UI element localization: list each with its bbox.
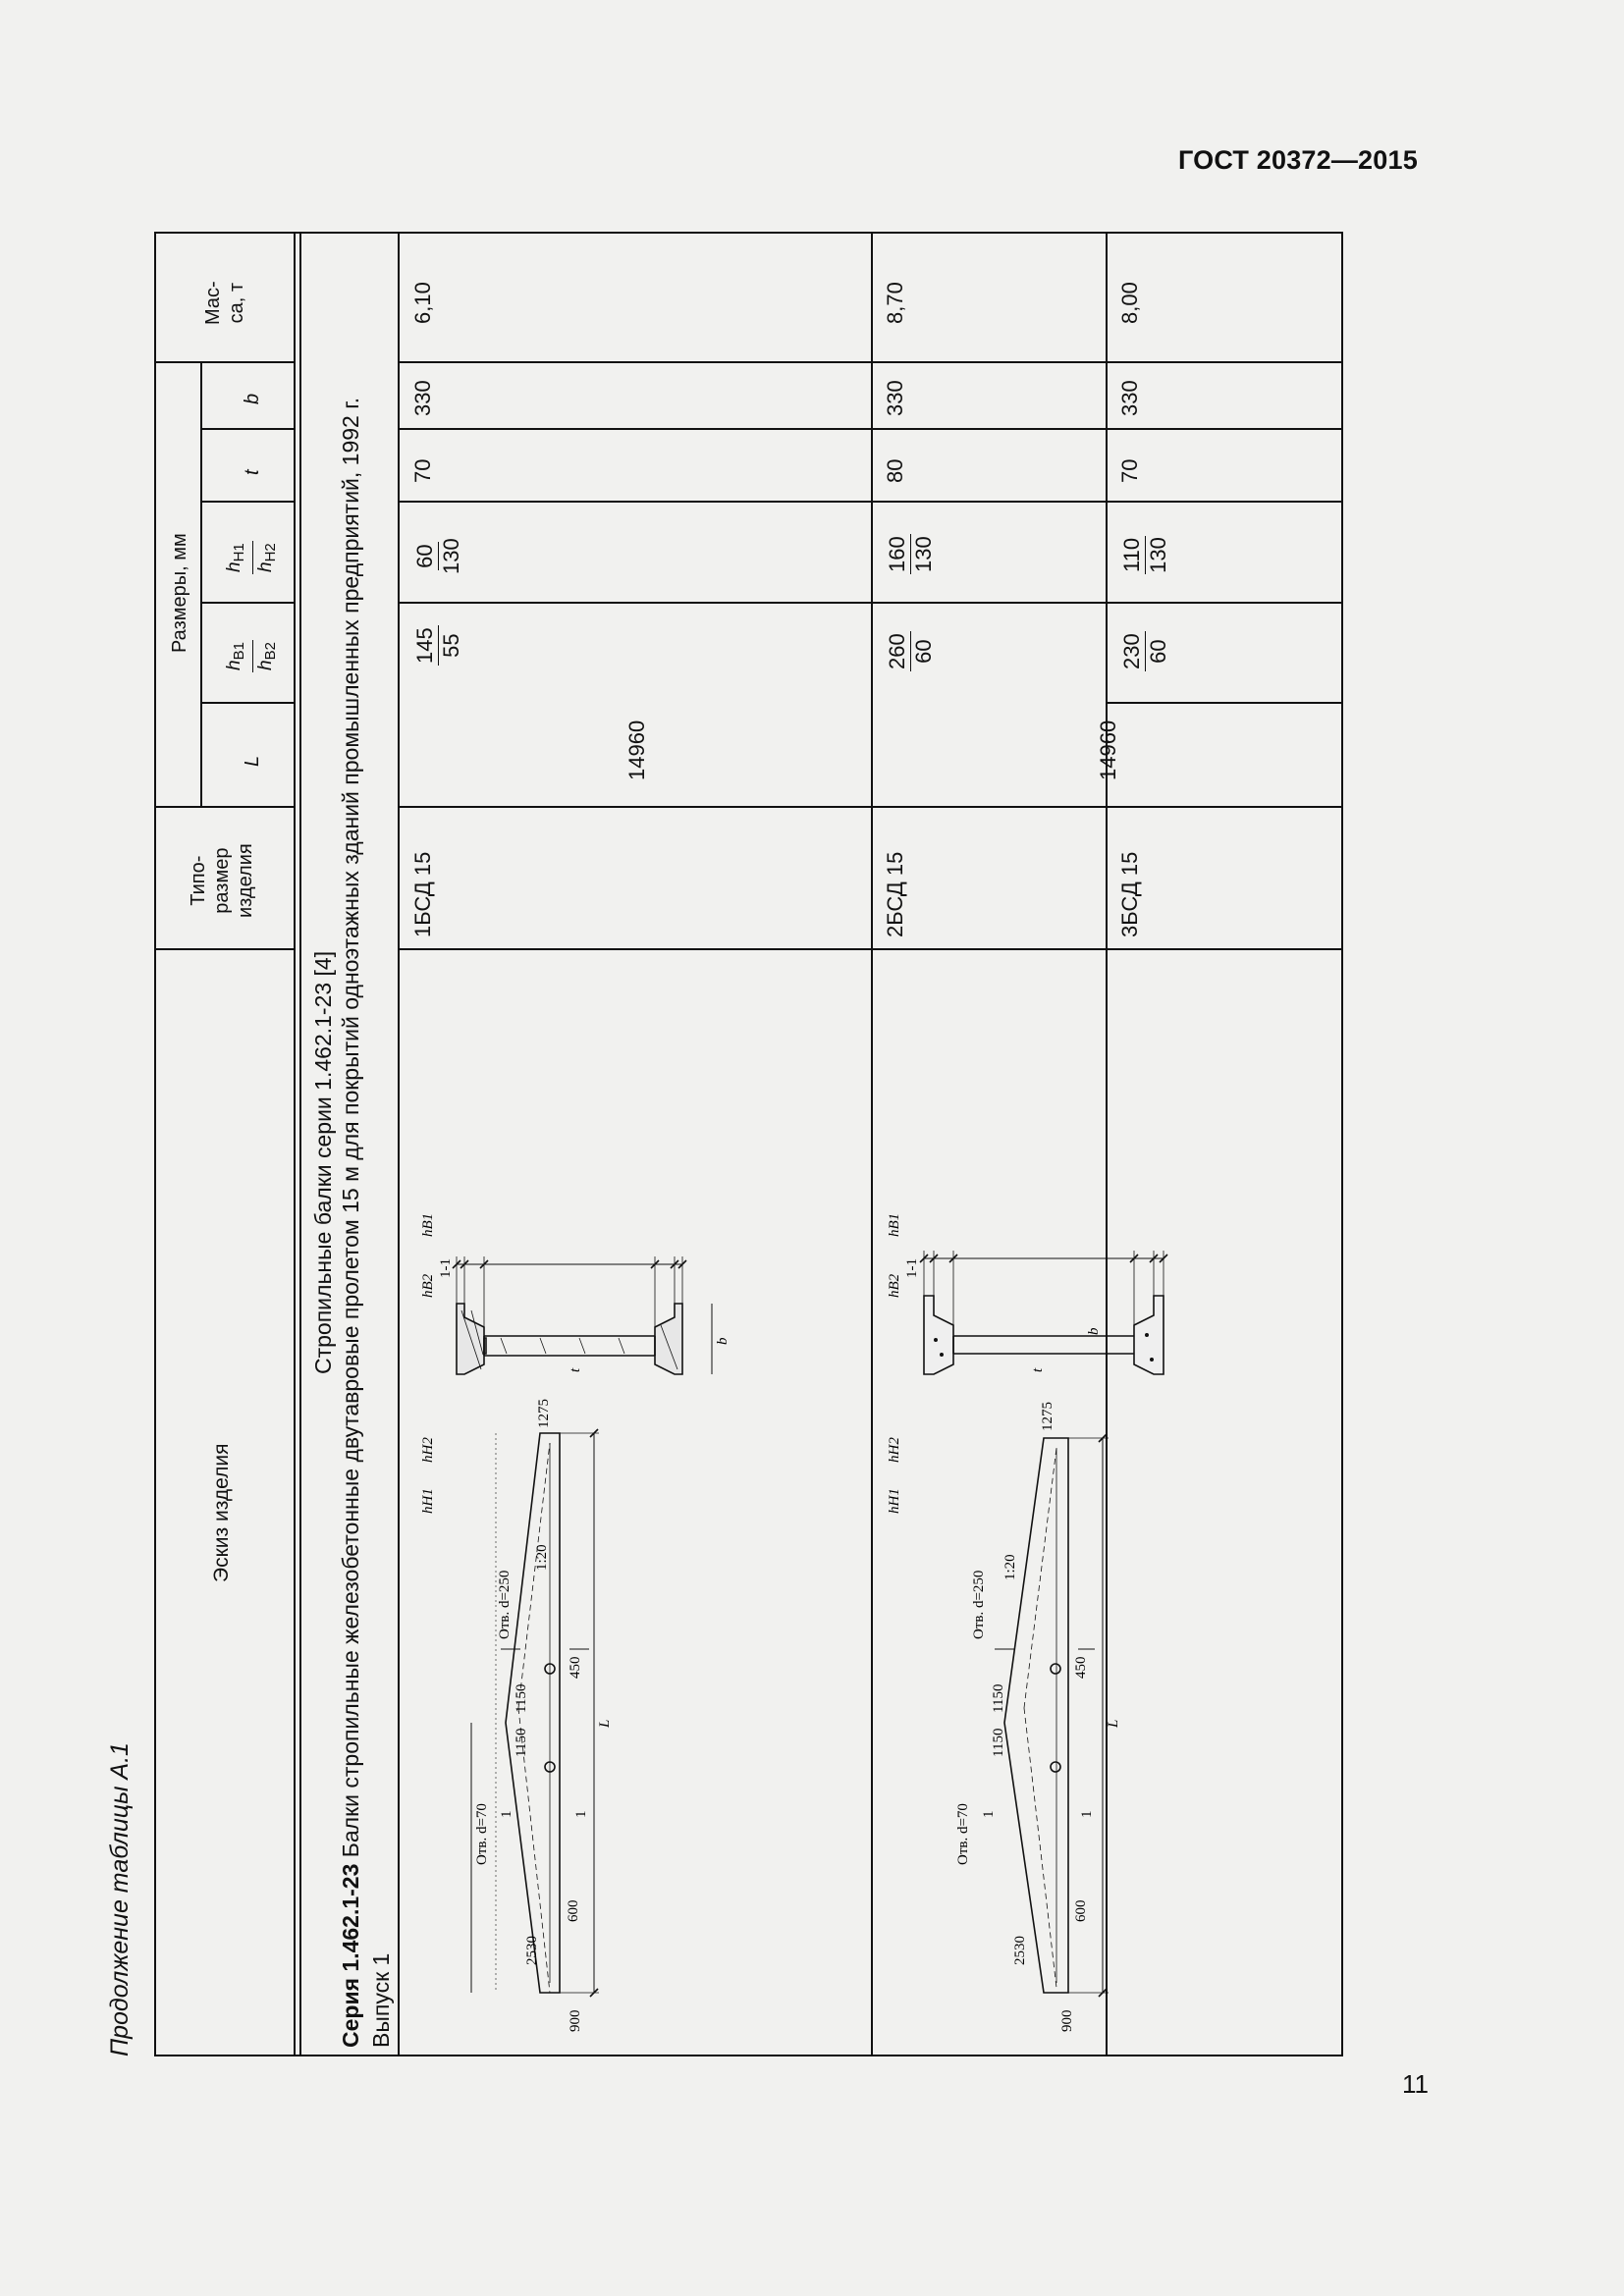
length-rows-1-2: 14960 [624, 720, 649, 780]
sketch1-dim-1275: 1275 [536, 1399, 552, 1428]
row1-hH1: 60 [412, 544, 437, 568]
sketch1-dim-450: 450 [568, 1656, 583, 1679]
sketch2-label-b: b [1086, 1327, 1102, 1335]
header-b: b [242, 393, 263, 404]
sketch2-dim-L: L [1106, 1719, 1121, 1728]
row3-hB1: 230 [1119, 633, 1144, 669]
series-text: Балки стропильные железобетонные двутавровые пролетом 15 м для покрытий одноэтажных зданий промышленных предприятий, 1992 г. [338, 397, 363, 1864]
header-L: L [242, 755, 263, 767]
header-mass-line1: Мас- [202, 281, 224, 325]
header-type-line2: размер [211, 847, 233, 914]
beam-sketch-2 [877, 1212, 1121, 2042]
header-type [187, 843, 257, 918]
sketch1-label-b: b [715, 1337, 731, 1345]
row3-hB2: 60 [1146, 639, 1170, 664]
page-number: 11 [1402, 2069, 1429, 2099]
row2-b: 330 [883, 380, 907, 416]
sketch2-hole-large: Отв. d=250 [971, 1570, 987, 1639]
sketch2-dim-1150a: 1150 [991, 1683, 1006, 1713]
series-number: Серия 1.462.1-23 [338, 1863, 363, 2048]
series-description [337, 398, 364, 2048]
sketch1-dim-L: L [597, 1719, 613, 1728]
header-hH-num: h [224, 561, 244, 572]
header-hB-den-sub: B2 [262, 642, 279, 661]
row3-hB [1119, 631, 1171, 671]
beam-sketch-1 [403, 1212, 731, 2042]
section-title: Стропильные балки серии 1.462.1-23 [4] [310, 950, 336, 1374]
row1-mass: 6,10 [410, 282, 435, 324]
sketch2-dim-1150b: 1150 [991, 1728, 1006, 1757]
row1-type: 1БСД 15 [410, 851, 435, 937]
series-issue: Выпуск 1 [368, 1952, 394, 2048]
sketch2-cut-mark-bottom: 1 [1079, 1810, 1095, 1818]
row3-hH2: 130 [1146, 537, 1170, 573]
sketch1-dim-1150a: 1150 [514, 1683, 529, 1713]
row1-hH2: 130 [439, 538, 463, 574]
sketch1-slope: 1:20 [534, 1544, 550, 1571]
sketch2-label-hB2: hB2 [887, 1273, 902, 1298]
length-row-3: 14960 [1096, 720, 1120, 780]
row1-hB2: 55 [439, 633, 463, 658]
row1-hB [412, 625, 464, 666]
document-standard-header: ГОСТ 20372—2015 [1178, 145, 1418, 175]
row2-mass: 8,70 [883, 282, 907, 324]
header-hB-num-sub: B1 [231, 642, 247, 661]
sketch1-section-label: 1-1 [438, 1258, 454, 1278]
header-hB-num: h [224, 660, 244, 670]
row2-hB2: 60 [911, 639, 936, 664]
sketch2-label-t: t [1030, 1367, 1046, 1372]
row2-hH [885, 534, 937, 574]
sketch2-section-label: 1-1 [904, 1258, 920, 1278]
header-hH-den: h [255, 561, 276, 572]
sketch1-hole-large: Отв. d=250 [497, 1570, 513, 1639]
sketch2-label-hH2: hH2 [887, 1437, 902, 1463]
sketch1-dim-1150b: 1150 [514, 1728, 529, 1757]
row2-hB1: 260 [885, 633, 909, 669]
sketch1-label-t: t [568, 1367, 583, 1372]
sketch1-label-hB1: hB1 [420, 1212, 436, 1237]
sketch1-label-hB2: hB2 [420, 1273, 436, 1298]
row3-hH [1119, 536, 1171, 574]
row2-type: 2БСД 15 [883, 851, 907, 937]
sketch2-dim-450: 450 [1073, 1656, 1089, 1679]
row3-b: 330 [1117, 380, 1142, 416]
sketch1-hole-small: Отв. d=70 [474, 1803, 490, 1865]
header-mass [201, 281, 248, 325]
sketch1-cut-mark-bottom: 1 [573, 1810, 589, 1818]
sketch2-dim-900: 900 [1059, 2009, 1075, 2032]
header-hB [222, 640, 284, 672]
header-sizes: Размеры, мм [169, 533, 190, 653]
header-t: t [242, 469, 263, 475]
sketch1-cut-mark-top: 1 [499, 1810, 514, 1818]
header-hH-num-sub: H1 [231, 543, 247, 562]
row2-t: 80 [883, 458, 907, 483]
row2-hB [885, 631, 937, 671]
row3-hH1: 110 [1119, 537, 1144, 572]
header-type-line3: изделия [235, 843, 256, 918]
sketch2-cut-mark-top: 1 [981, 1810, 997, 1818]
header-hH-den-sub: H2 [262, 543, 279, 562]
row3-t: 70 [1117, 458, 1142, 483]
header-sketch: Эскиз изделия [210, 1443, 233, 1582]
row1-hH [412, 538, 464, 574]
row1-hB1: 145 [412, 627, 437, 664]
row2-hH2: 130 [911, 536, 936, 572]
sketch2-dim-600: 600 [1073, 1899, 1089, 1922]
sketch1-dim-600: 600 [566, 1899, 581, 1922]
header-hH [222, 541, 284, 574]
row2-hH1: 160 [885, 536, 909, 572]
row1-t: 70 [410, 458, 435, 483]
sketch1-dim-2530: 2530 [524, 1936, 540, 1965]
sketch2-dim-2530: 2530 [1012, 1936, 1028, 1965]
row3-mass: 8,00 [1117, 282, 1142, 324]
header-hB-den: h [255, 660, 276, 670]
row1-b: 330 [410, 380, 435, 416]
table-caption: Продолжение таблицы А.1 [106, 1742, 134, 2056]
sketch1-label-hH2: hH2 [420, 1437, 436, 1463]
row3-type: 3БСД 15 [1117, 851, 1142, 937]
sketch2-slope: 1:20 [1002, 1554, 1018, 1580]
sketch1-dim-900: 900 [568, 2009, 583, 2032]
header-type-line1: Типо- [188, 855, 209, 906]
header-mass-line2: са, т [226, 282, 247, 324]
sketch2-dim-1275: 1275 [1040, 1402, 1056, 1431]
sketch2-label-hB1: hB1 [887, 1212, 902, 1237]
sketch2-label-hH1: hH1 [887, 1488, 902, 1514]
sketch2-hole-small: Отв. d=70 [955, 1803, 971, 1865]
sketch1-label-hH1: hH1 [420, 1488, 436, 1514]
